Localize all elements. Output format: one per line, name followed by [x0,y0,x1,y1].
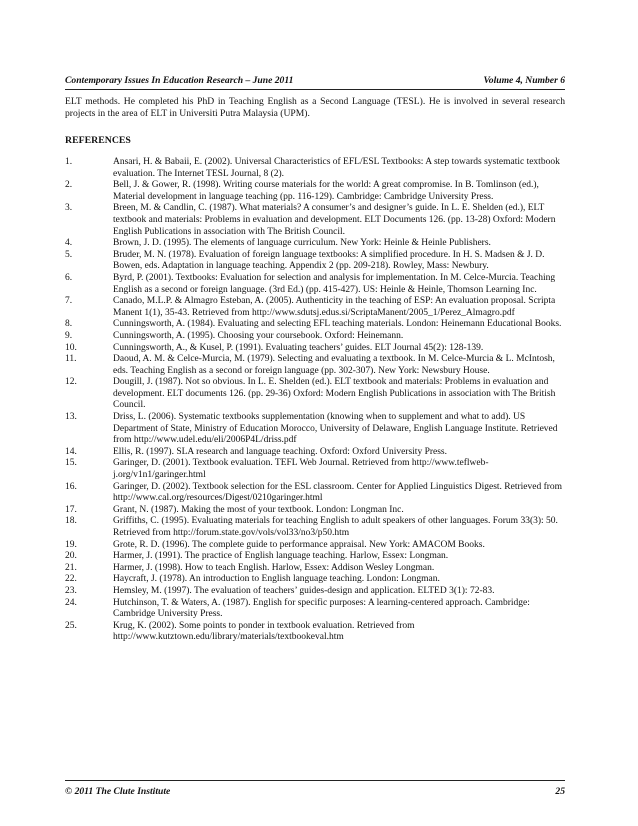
reference-item [65,574,565,586]
reference-number: 14. [65,446,77,457]
reference-number: 13. [65,412,77,423]
reference-text: Garinger, D. (2001). Textbook evaluation. TEFL Web Journal. Retrieved from http://www.teflweb-j.org/v1n1/garinger.html [113,458,489,481]
page-header [65,75,565,90]
reference-number: 4. [65,238,73,249]
reference-number: 23. [65,585,77,596]
reference-text: Canado, M.L.P. & Almagro Esteban, A. (2005). Authenticity in the teaching of ESP: An evaluation proposal. Scripta Manent 1(1), 35-43. Retrieved from http://www.sdutsj.edus.si/ScriptaManent/2005_1/Perez_Almagro.pdf [113,296,556,318]
reference-text: Cunningsworth, A. (1984). Evaluating and selecting EFL teaching materials. London: Heinemann Educational Books. [113,319,562,330]
reference-item [65,354,565,377]
reference-number: 11. [65,354,77,365]
reference-item [65,586,565,598]
reference-item [65,516,565,539]
reference-text: Bell, J. & Gower, R. (1998). Writing course materials for the world: A great compromise. In B. Tomlinson (ed.), Material development in language teaching (pp. 116-129). Cambridge: Cambridge University Press. [113,180,539,202]
reference-text: Hutchinson, T. & Waters, A. (1987). English for specific purposes: A learning-centered approach. Cambridge: Cambridge University Press. [113,597,530,620]
reference-text: Daoud, A. M. & Celce-Murcia, M. (1979). Selecting and evaluating a textbook. In M. Celce-Murcia & L. McIntosh, eds. Teaching English as a second or foreign language (pp. 302-307). New York: Newsbury House. [113,354,555,376]
reference-text: Haycraft, J. (1978). An introduction to English language teaching. London: Longman. [113,574,440,585]
reference-item [65,621,565,644]
reference-text: Harmer, J. (1998). How to teach English. Harlow, Essex: Addison Wesley Longman. [113,562,435,573]
reference-text: Cunningsworth, A. (1995). Choosing your coursebook. Oxford: Heinemann. [113,330,404,341]
reference-text: Krug, K. (2002). Some points to ponder in textbook evaluation. Retrieved from http://www.kutztown.edu/library/materials/textbookeval.htm [113,620,415,643]
page-footer [65,780,565,797]
reference-item [65,157,565,180]
reference-number: 20. [65,551,77,562]
reference-item [65,296,565,319]
reference-number: 19. [65,539,77,550]
reference-item [65,319,565,331]
reference-text: Breen, M. & Candlin, C. (1987). What materials? A consumer’s and designer’s guide. In L. E. Shelden (ed.), ELT textbook and materials: Problems in evaluation and development. ELT Documents 126. (pp. 13-28) Oxford: Modern English Publications in association with The British Council. [113,203,556,237]
reference-text: Driss, L. (2006). Systematic textbooks supplementation (knowing when to supplement and what to add). US Department of State, Ministry of Education Morocco, University of Delaware, English Language Institute. Retrieved from http://www.udel.edu/eli/2006P4L/driss.pdf [113,412,558,446]
reference-item [65,540,565,552]
reference-number: 8. [65,319,73,330]
reference-item [65,343,565,355]
reference-text: Griffiths, C. (1995). Evaluating materials for teaching English to adult speakers of other languages. Forum 33(3): 50. Retrieved from http://forum.state.gov/vols/vol33/no3/p50.htm [113,516,558,538]
reference-number: 1. [65,157,73,167]
volume-number: Volume 4, Number 6 [483,75,565,86]
reference-number: 7. [65,296,73,307]
reference-item [65,250,565,273]
reference-text: Byrd, P. (2001). Textbooks: Evaluation for selection and analysis for implementation. In M. Celce-Murcia. Teaching English as a second or foreign language. (3rd Ed.) (pp. 415-427). US: Heinle & Heinle, Thomson Learning Inc. [113,272,556,295]
reference-text: Dougill, J. (1987). Not so obvious. In L. E. Shelden (ed.). ELT textbook and materials: Problems in evaluation and development. ELT documents 126. (pp. 29-36) Oxford: Modern English Publications in association with The British Council. [113,377,556,411]
reference-item [65,203,565,238]
reference-text: Ansari, H. & Babaii, E. (2002). Universal Characteristics of EFL/ESL Textbooks: A step towards systematic textbook evaluation. The Internet TESL Journal, 8 (2). [113,157,560,179]
reference-number: 21. [65,562,77,573]
reference-item [65,505,565,517]
reference-item [65,273,565,296]
copyright: © 2011 The Clute Institute [65,786,171,797]
reference-text: Grote, R. D. (1996). The complete guide to performance appraisal. New York: AMACOM Books. [113,539,485,550]
reference-number: 3. [65,203,73,214]
reference-number: 15. [65,458,77,469]
reference-item [65,180,565,203]
page-number: 25 [555,786,565,797]
reference-text: Hemsley, M. (1997). The evaluation of teachers’ guides-design and application. ELTED 3(1): 72-83. [113,585,495,596]
reference-number: 10. [65,342,77,353]
reference-number: 2. [65,180,73,191]
reference-text: Bruder, M. N. (1978). Evaluation of foreign language textbooks: A simplified procedure. In H. S. Madsen & J. D. Bowen, eds. Adaptation in language teaching. Appendix 2 (pp. 209-218). Rowley, Mass: Newbury. [113,249,545,272]
reference-text: Garinger, D. (2002). Textbook selection for the ESL classroom. Center for Applied Linguistics Digest. Retrieved from http://www.cal.org/resources/Digest/0210garinger.html [113,481,563,504]
reference-text: Grant, N. (1987). Making the most of your textbook. London: Longman Inc. [113,504,404,515]
reference-number: 25. [65,620,77,631]
reference-item [65,412,565,447]
references-heading: REFERENCES [65,135,131,146]
reference-number: 9. [65,330,73,341]
reference-number: 5. [65,249,73,260]
reference-item [65,551,565,563]
reference-text: Ellis, R. (1997). SLA research and language teaching. Oxford: Oxford University Press. [113,446,448,457]
reference-text: Cunningsworth, A., & Kusel, P. (1991). Evaluating teachers’ guides. ELT Journal 45(2): 128-139. [113,342,484,353]
reference-number: 12. [65,377,77,388]
reference-text: Brown, J. D. (1995). The elements of language curriculum. New York: Heinle & Heinle Publishers. [113,238,491,249]
reference-item [65,238,565,250]
reference-item [65,482,565,505]
reference-list [65,157,565,644]
journal-title: Contemporary Issues In Education Research – June 2011 [65,75,294,86]
reference-item [65,331,565,343]
intro-paragraph: ELT methods. He completed his PhD in Teaching English as a Second Language (TESL). He is involved in several research projects in the area of ELT in Universiti Putra Malaysia (UPM). [65,96,565,119]
reference-number: 22. [65,574,77,585]
reference-text: Harmer, J. (1991). The practice of English language teaching. Harlow, Essex: Longman. [113,551,449,562]
reference-number: 18. [65,516,77,527]
reference-item [65,563,565,575]
reference-item [65,377,565,412]
reference-item [65,598,565,621]
reference-item [65,447,565,459]
reference-item [65,458,565,481]
reference-number: 24. [65,597,77,608]
reference-number: 16. [65,481,77,492]
reference-number: 6. [65,272,73,283]
reference-number: 17. [65,504,77,515]
